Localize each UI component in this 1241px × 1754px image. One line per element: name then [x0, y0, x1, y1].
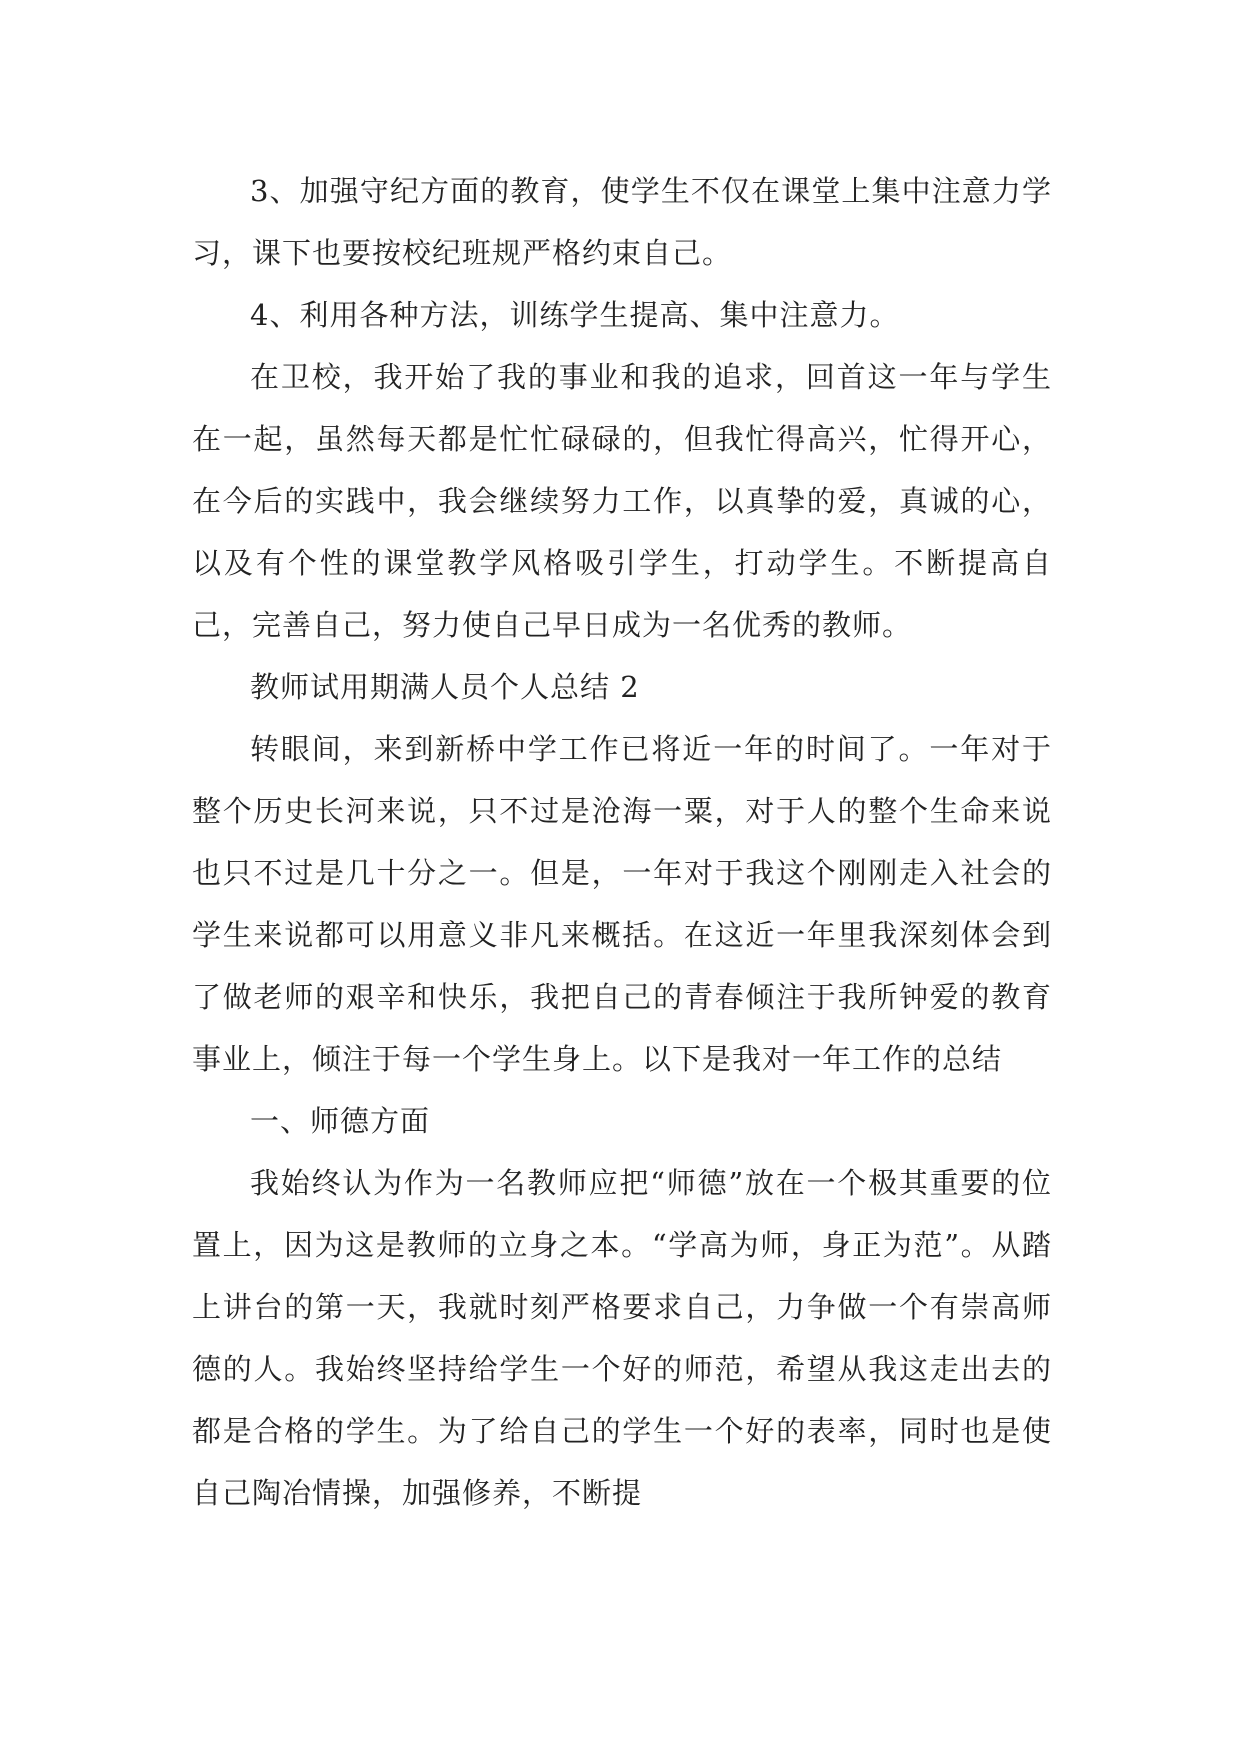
section-heading-summary-2: 教师试用期满人员个人总结 2 — [250, 670, 640, 704]
paragraph-discipline-education: 3、加强守纪方面的教育，使学生不仅在课堂上集中注意力学习，课下也要按校纪班规严格约束自己。 — [192, 174, 1052, 270]
paragraph-attention-training: 4、利用各种方法，训练学生提高、集中注意力。 — [250, 298, 900, 332]
paragraph-reflection: 在卫校，我开始了我的事业和我的追求，回首这一年与学生在一起，虽然每天都是忙忙碌碌的，但我忙得高兴，忙得开心，在今后的实践中，我会继续努力工作，以真挚的爱，真诚的心，以及有个性的课堂教学风格吸引学生，打动学生。不断提高自己，完善自己，努力使自己早日成为一名优秀的教师。 — [192, 360, 1052, 642]
document-body — [192, 160, 1052, 1524]
paragraph-teacher-ethics: 我始终认为作为一名教师应把“师德”放在一个极其重要的位置上，因为这是教师的立身之本。“学高为师，身正为范”。从踏上讲台的第一天，我就时刻严格要求自己，力争做一个有崇高师德的人。我始终坚持给学生一个好的师范，希望从我这走出去的都是合格的学生。为了给自己的学生一个好的表率，同时也是使自己陶冶情操，加强修养，不断提 — [192, 1166, 1052, 1510]
paragraph-year-intro: 转眼间，来到新桥中学工作已将近一年的时间了。一年对于整个历史长河来说，只不过是沧海一粟，对于人的整个生命来说也只不过是几十分之一。但是，一年对于我这个刚刚走入社会的学生来说都可以用意义非凡来概括。在这近一年里我深刻体会到了做老师的艰辛和快乐，我把自己的青春倾注于我所钟爱的教育事业上，倾注于每一个学生身上。以下是我对一年工作的总结 — [192, 732, 1052, 1076]
section-heading-teacher-ethics: 一、师德方面 — [250, 1104, 431, 1138]
